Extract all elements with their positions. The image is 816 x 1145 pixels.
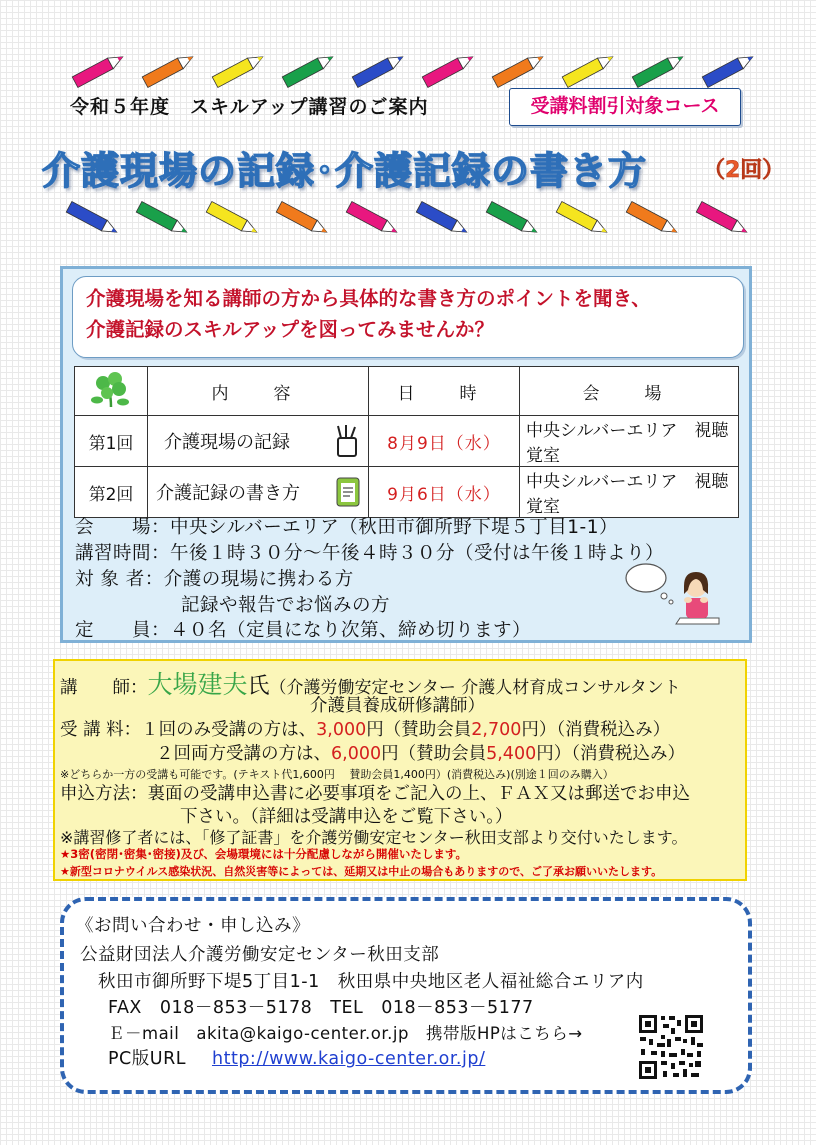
warning-2: ★新型コロナウイルス感染状況、自然災害等によっては、延期又は中止の場合もありますので、ご了承お願いいたします。 — [60, 865, 663, 878]
qr-code-icon[interactable] — [637, 1013, 705, 1081]
pc-url-label: PC版URL — [108, 1049, 186, 1069]
memo-icon — [336, 477, 360, 507]
lecturer-affiliation-2: 介護員養成研修講師） — [310, 696, 485, 716]
fee-line-2 — [156, 740, 685, 765]
detail-venue: 会 場：中央シルバーエリア（秋田市御所野下堤５丁目1-1） — [75, 517, 618, 538]
pencil-icon — [346, 201, 399, 237]
contact-address: 秋田市御所野下堤5丁目1-1 秋田県中央地区老人福祉総合エリア内 — [98, 972, 644, 992]
bottom-pencil-row — [0, 193, 816, 253]
header-datetime: 日 時 — [369, 367, 520, 416]
pencil-icon — [206, 201, 259, 237]
warning-1: ★3密(密閉･密集･密接)及び、会場環境には十分配慮しながら開催いたします。 — [60, 847, 467, 861]
clover-icon — [89, 369, 133, 409]
fee2-member-label: 円（賛助会員 — [381, 744, 487, 764]
pc-url-line — [108, 1045, 485, 1070]
fee-line-1 — [60, 716, 670, 741]
detail-target-2: 記録や報告でお悩みの方 — [181, 595, 391, 616]
pencil-icon — [562, 52, 615, 88]
lead-callout — [72, 276, 744, 358]
contact-org: 公益財団法人介護労働安定センター秋田支部 — [80, 945, 440, 965]
pencil-icon — [696, 201, 749, 237]
fee-label: 受 講 料： — [60, 720, 142, 740]
session-date: 8月9日（水） — [369, 416, 520, 467]
lecturer-honorific: 氏 — [247, 674, 270, 699]
session-content-cell — [148, 467, 369, 518]
fee1-text: １回のみ受講の方は、 — [141, 720, 317, 740]
detail-time: 講習時間：午後１時３０分～午後４時３０分（受付は午後１時より） — [75, 543, 665, 564]
session-content-cell — [148, 416, 369, 467]
pencil-icon — [492, 52, 545, 88]
header-content: 内 容 — [148, 367, 369, 416]
fee2-member-amount: 5,400 — [486, 744, 537, 764]
pencil-icon — [556, 201, 609, 237]
pencil-icon — [422, 52, 475, 88]
pencil-icon — [352, 52, 405, 88]
lead-line-1: 介護現場を知る講師の方から具体的な書き方のポイントを聞き、 — [86, 287, 651, 310]
clover-cell — [75, 367, 148, 416]
fee1-suffix: 円）（消費税込み） — [521, 720, 671, 740]
detail-capacity: 定 員：４０名（定員になり次第、締め切ります） — [75, 620, 532, 641]
discount-badge: 受講料割引対象コース — [509, 88, 741, 126]
session-content: 介護記録の書き方 — [156, 483, 300, 504]
table-row — [75, 467, 739, 518]
lecturer-name: 大場建夫 — [147, 670, 248, 699]
fee2-text: ２回両方受講の方は、 — [156, 744, 331, 764]
pc-url-link[interactable]: http://www.kaigo-center.or.jp/ — [212, 1049, 486, 1069]
lead-line-2: 介護記録のスキルアップを図ってみませんか？ — [86, 318, 494, 341]
pencil-decoration — [0, 193, 816, 253]
fee2-suffix: 円）（消費税込み） — [536, 744, 685, 764]
fee1-member-amount: 2,700 — [471, 720, 522, 740]
pencil-cup-icon — [334, 424, 360, 458]
pencil-icon — [632, 52, 685, 88]
session-date: 9月6日（水） — [369, 467, 520, 518]
thinking-person-icon — [624, 560, 724, 630]
pencil-icon — [72, 52, 125, 88]
program-title: 令和５年度 スキルアップ講習のご案内 — [70, 96, 429, 118]
course-session-count: （2回） — [703, 158, 785, 183]
pencil-icon — [416, 201, 469, 237]
session-number: 第1回 — [75, 416, 148, 467]
detail-target: 対 象 者：介護の現場に携わる方 — [75, 569, 354, 590]
contact-phones: FAX 018－853－5178 TEL 018－853－5177 — [108, 998, 534, 1018]
pencil-icon — [66, 201, 119, 237]
certificate-note: ※講習修了者には、「修了証書」を介護労働安定センター秋田支部より交付いたします。 — [60, 828, 688, 847]
session-content: 介護現場の記録 — [164, 432, 290, 453]
pencil-icon — [212, 52, 265, 88]
session-number: 第2回 — [75, 467, 148, 518]
schedule-table — [74, 366, 739, 518]
fee1-amount: 3,000 — [316, 720, 367, 740]
fee2-amount: 6,000 — [331, 744, 382, 764]
fee1-member-label: 円（賛助会員 — [366, 720, 472, 740]
contact-email: Ｅ－mail akita@kaigo-center.or.jp 携帯版HPはこちら→ — [108, 1024, 583, 1043]
pencil-icon — [702, 52, 755, 88]
pencil-icon — [142, 52, 195, 88]
lecturer-label: 講 師： — [60, 678, 148, 698]
lecturer-affiliation: （介護労働安定センター 介護人材育成コンサルタント — [269, 678, 681, 698]
apply-method-2: 下さい。（詳細は受講申込をご覧下さい。） — [180, 807, 513, 827]
session-venue: 中央シルバーエリア 視聴覚室 — [520, 467, 739, 518]
text-note: ※どちらか一方の受講も可能です。(テキスト代1,600円 賛助会員1,400円）(消費税込み)(別途１回のみ購入） — [60, 768, 614, 781]
pencil-icon — [282, 52, 335, 88]
pencil-icon — [486, 201, 539, 237]
pencil-icon — [276, 201, 329, 237]
pencil-icon — [136, 201, 189, 237]
session-venue: 中央シルバーエリア 視聴覚室 — [520, 416, 739, 467]
contact-heading: 《お問い合わせ・申し込み》 — [76, 916, 310, 936]
apply-method: 申込方法：裏面の受講申込書に必要事項をご記入の上、ＦＡＸ又は郵送でお申込 — [60, 784, 690, 804]
header-venue: 会 場 — [520, 367, 739, 416]
course-title: 介護現場の記録･介護記録の書き方 — [42, 149, 648, 193]
table-row — [75, 416, 739, 467]
pencil-icon — [626, 201, 679, 237]
